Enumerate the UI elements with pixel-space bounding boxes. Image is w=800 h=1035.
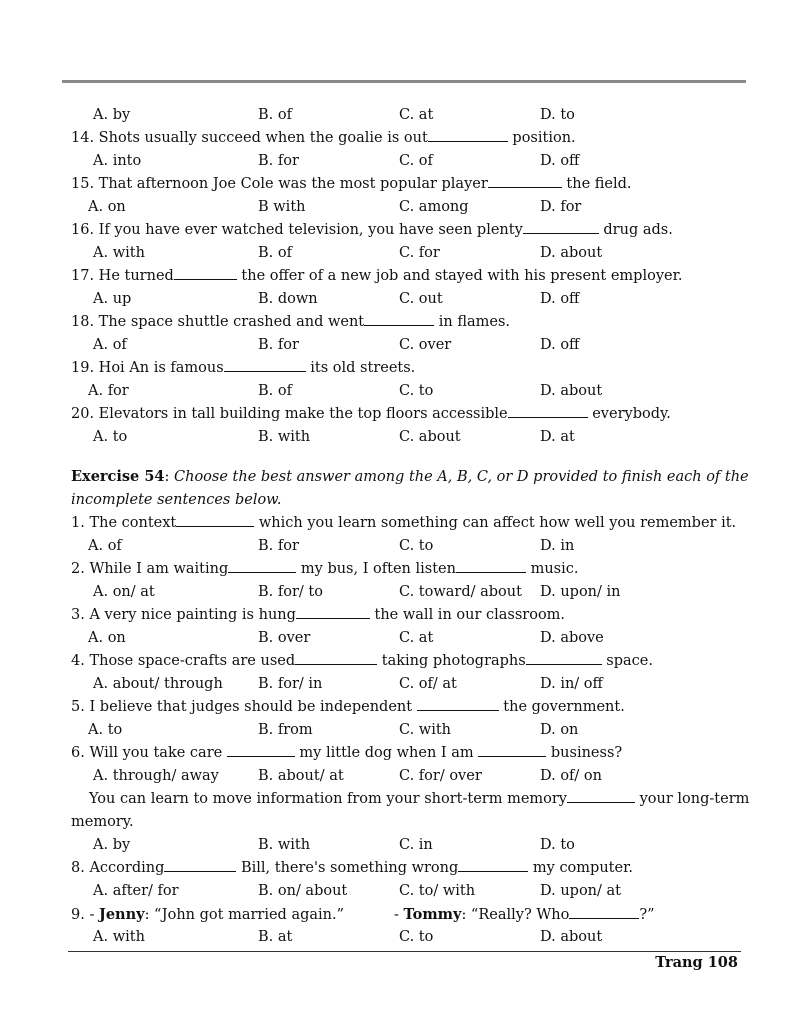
answer-option: D. about <box>540 245 603 261</box>
answer-options <box>71 150 751 173</box>
answer-option: D. about <box>540 929 603 945</box>
answer-option: C. among <box>399 199 469 215</box>
answer-option: C. to <box>399 929 434 945</box>
question-stem: 3. A very nice painting is hung <box>71 607 296 623</box>
dialogue-dash: - <box>394 907 404 923</box>
answer-option: B. for <box>258 337 299 353</box>
answer-blank <box>224 357 306 372</box>
answer-option: C. out <box>399 291 443 307</box>
question-text <box>71 173 751 196</box>
answer-options <box>71 765 751 788</box>
answer-option: A. to <box>93 429 128 445</box>
exercise-heading <box>71 465 751 512</box>
question-paragraph <box>71 788 751 834</box>
answer-blank <box>508 403 588 418</box>
answer-option: D. of/ on <box>540 768 602 784</box>
speaker-line-end: ?” <box>639 907 655 923</box>
answer-blank <box>417 696 499 711</box>
question-stem: 18. The space shuttle crashed and went <box>71 314 365 330</box>
speaker-line: : “John got married again.” <box>144 907 345 923</box>
question-stem: 14. Shots usually succeed when the goalie is out <box>71 130 428 146</box>
answer-blank <box>478 742 546 757</box>
answer-blank <box>458 857 528 872</box>
question-stem: 17. He turned <box>71 268 174 284</box>
answer-options <box>71 242 751 265</box>
dialogue-line-left <box>71 907 344 923</box>
answer-option: A. on <box>88 199 126 215</box>
question-text <box>71 219 751 242</box>
answer-options <box>71 196 751 219</box>
answer-option: C. about <box>399 429 461 445</box>
section-spacer <box>71 449 751 465</box>
question-continuation: the field. <box>561 176 632 192</box>
question-stem: 19. Hoi An is famous <box>71 360 224 376</box>
answer-option: C. of <box>399 153 433 169</box>
answer-option: B. of <box>258 245 292 261</box>
answer-blank <box>176 512 254 527</box>
answer-option: B. at <box>258 929 293 945</box>
question-continuation: the wall in our classroom. <box>369 607 566 623</box>
answer-option: A. of <box>88 538 122 554</box>
question-continuation: position. <box>507 130 576 146</box>
question-text <box>71 558 751 581</box>
answer-option: D. above <box>540 630 604 646</box>
question-number: 9. - <box>71 907 99 923</box>
question-stem: 20. Elevators in tall building make the top floors accessible <box>71 406 508 422</box>
answer-options <box>71 673 751 696</box>
speaker-line: : “Really? Who <box>461 907 570 923</box>
answer-option: D. on <box>540 722 579 738</box>
question-stem: You can learn to move information from your short-term memory <box>89 791 567 807</box>
question-text <box>71 357 751 380</box>
answer-options <box>71 535 751 558</box>
answer-option: A. by <box>93 837 131 853</box>
question-text <box>71 696 751 719</box>
answer-option: D. in <box>540 538 575 554</box>
answer-option: C. toward/ about <box>399 584 522 600</box>
answer-option: C. for/ over <box>399 768 482 784</box>
question-text <box>71 127 751 150</box>
question-continuation: in flames. <box>434 314 511 330</box>
answer-blank <box>569 904 639 919</box>
question-continuation: business? <box>546 745 623 761</box>
answer-option: A. to <box>88 722 123 738</box>
question-text <box>71 265 751 288</box>
question-continuation: taking photographs <box>377 653 526 669</box>
answer-options <box>71 834 751 857</box>
answer-options <box>71 104 751 127</box>
answer-option: A. of <box>93 337 127 353</box>
answer-blank <box>488 173 562 188</box>
answer-option: B with <box>258 199 306 215</box>
answer-option: B. for <box>258 538 299 554</box>
answer-option: A. with <box>93 929 145 945</box>
answer-blank <box>164 857 236 872</box>
question-text <box>71 857 751 880</box>
question-stem: 16. If you have ever watched television, you have seen plenty <box>71 222 523 238</box>
question-continuation: my computer. <box>528 860 634 876</box>
answer-options <box>71 719 751 742</box>
answer-option: B. with <box>258 429 311 445</box>
answer-option: A. for <box>88 383 129 399</box>
answer-options <box>71 880 751 903</box>
question-continuation: music. <box>525 561 579 577</box>
answer-option: C. at <box>399 630 434 646</box>
question-text <box>71 512 751 535</box>
question-continuation: the offer of a new job and stayed with his present employer. <box>236 268 683 284</box>
answer-option: A. after/ for <box>93 883 179 899</box>
exercise-title: Exercise 54 <box>71 468 165 485</box>
question-continuation: which you learn something can affect how well you remember it. <box>254 515 737 531</box>
answer-blank <box>364 311 434 326</box>
answer-options <box>71 581 751 604</box>
answer-blank <box>228 558 296 573</box>
answer-option: A. into <box>93 153 142 169</box>
answer-option: C. in <box>399 837 433 853</box>
speaker-name: Jenny <box>98 906 145 923</box>
answer-blank <box>174 265 237 280</box>
answer-option: A. about/ through <box>93 676 223 692</box>
answer-option: A. on <box>88 630 126 646</box>
question-stem: 15. That afternoon Joe Cole was the most popular player <box>71 176 488 192</box>
answer-option: B. from <box>258 722 313 738</box>
dialogue-question <box>71 903 751 926</box>
answer-blank <box>296 604 370 619</box>
answer-option: C. at <box>399 107 434 123</box>
question-continuation: my little dog when I am <box>294 745 479 761</box>
footer-rule <box>68 951 741 952</box>
answer-options <box>71 380 751 403</box>
answer-blank <box>567 788 635 803</box>
answer-option: D. off <box>540 291 580 307</box>
dialogue-line-right <box>394 903 655 927</box>
question-continuation: your long-term memory. <box>71 791 750 830</box>
answer-option: B. of <box>258 383 292 399</box>
answer-option: C. over <box>399 337 452 353</box>
answer-options <box>71 926 751 949</box>
answer-options <box>71 627 751 650</box>
question-continuation: drug ads. <box>598 222 673 238</box>
answer-option: A. through/ away <box>93 768 219 784</box>
exercise-instructions: Choose the best answer among the A, B, C, or D provided to finish each of the incomplete sentences below. <box>71 469 749 508</box>
header-rule <box>62 80 746 83</box>
question-text <box>71 311 751 334</box>
answer-option: C. of/ at <box>399 676 457 692</box>
answer-option: D. upon/ in <box>540 584 621 600</box>
answer-option: B. for/ in <box>258 676 323 692</box>
answer-option: D. for <box>540 199 582 215</box>
answer-option: B. of <box>258 107 292 123</box>
answer-option: B. about/ at <box>258 768 344 784</box>
answer-option: C. to/ with <box>399 883 476 899</box>
question-continuation: everybody. <box>587 406 671 422</box>
exercise-separator: : <box>164 469 175 485</box>
page-number: Trang 108 <box>655 954 738 971</box>
answer-option: C. to <box>399 538 434 554</box>
answer-option: D. to <box>540 837 575 853</box>
question-stem: 5. I believe that judges should be independent <box>71 699 417 715</box>
answer-option: B. for <box>258 153 299 169</box>
answer-option: B. down <box>258 291 318 307</box>
question-continuation: its old streets. <box>305 360 416 376</box>
speaker-name: Tommy <box>403 906 462 923</box>
answer-blank <box>227 742 295 757</box>
question-stem: 1. The context <box>71 515 177 531</box>
answer-option: D. off <box>540 337 580 353</box>
answer-option: D. in/ off <box>540 676 603 692</box>
answer-option: B. over <box>258 630 311 646</box>
answer-option: B. for/ to <box>258 584 323 600</box>
answer-option: D. to <box>540 107 575 123</box>
answer-option: C. with <box>399 722 452 738</box>
question-text <box>71 742 751 765</box>
answer-option: D. off <box>540 153 580 169</box>
answer-option: A. on/ at <box>93 584 155 600</box>
question-stem: 4. Those space-crafts are used <box>71 653 296 669</box>
worksheet-body <box>71 104 751 949</box>
answer-blank <box>295 650 377 665</box>
answer-option: D. at <box>540 429 575 445</box>
answer-option: C. to <box>399 383 434 399</box>
question-continuation: Bill, there's something wrong <box>236 860 459 876</box>
answer-option: A. up <box>93 291 132 307</box>
question-continuation: space. <box>601 653 653 669</box>
answer-blank <box>526 650 602 665</box>
question-text <box>71 650 751 673</box>
answer-blank <box>428 127 508 142</box>
answer-option: C. for <box>399 245 440 261</box>
answer-options <box>71 426 751 449</box>
question-continuation: my bus, I often listen <box>296 561 456 577</box>
answer-options <box>71 288 751 311</box>
answer-blank <box>523 219 599 234</box>
answer-option: B. with <box>258 837 311 853</box>
answer-options <box>71 334 751 357</box>
question-stem: 8. According <box>71 860 165 876</box>
question-continuation: the government. <box>498 699 625 715</box>
answer-option: B. on/ about <box>258 883 348 899</box>
question-stem: 6. Will you take care <box>71 745 227 761</box>
answer-option: A. with <box>93 245 145 261</box>
question-text <box>71 403 751 426</box>
question-stem: 2. While I am waiting <box>71 561 229 577</box>
answer-blank <box>456 558 526 573</box>
answer-option: A. by <box>93 107 131 123</box>
answer-option: D. upon/ at <box>540 883 621 899</box>
question-text <box>71 604 751 627</box>
answer-option: D. about <box>540 383 603 399</box>
